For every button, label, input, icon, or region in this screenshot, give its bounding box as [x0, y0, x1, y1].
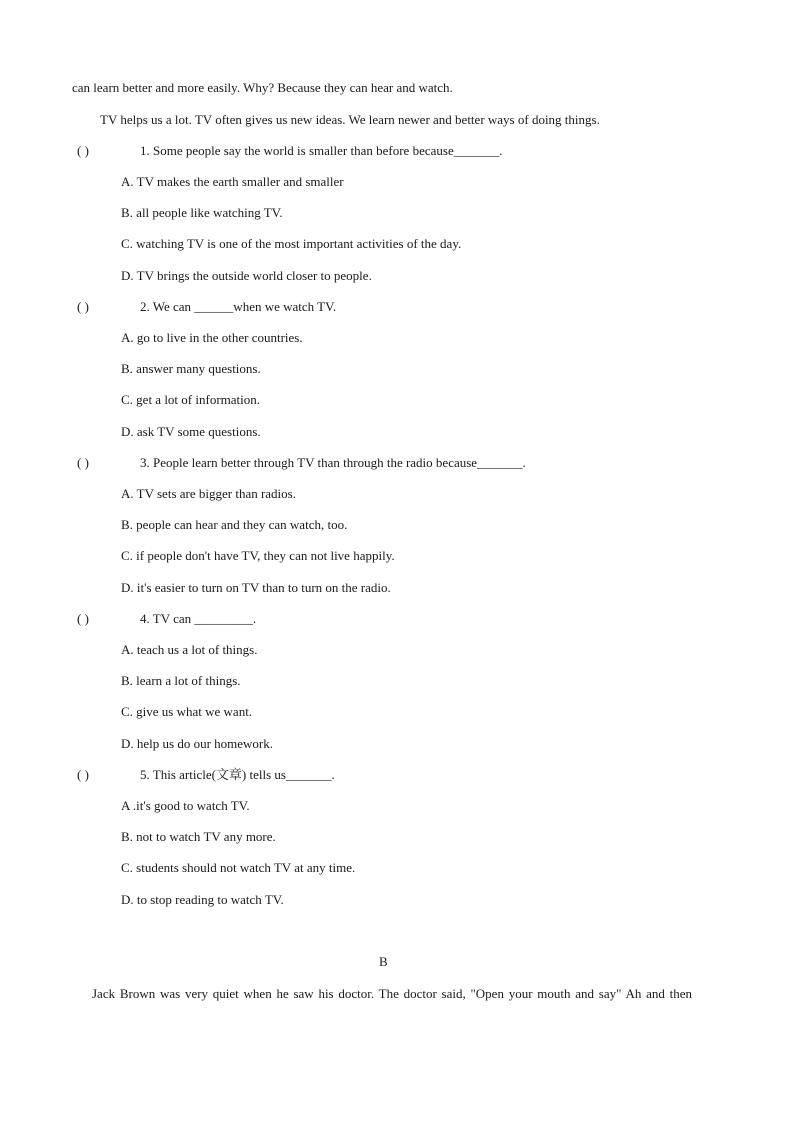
- option-4d: D. help us do our homework.: [121, 736, 274, 751]
- option-5b: B. not to watch TV any more.: [121, 829, 276, 844]
- question-stem: 2. We can ______when we watch TV.: [140, 299, 337, 314]
- answer-blank[interactable]: ( ): [77, 767, 89, 782]
- option-1d: D. TV brings the outside world closer to people.: [121, 268, 372, 283]
- option-5d: D. to stop reading to watch TV.: [121, 892, 284, 907]
- answer-blank[interactable]: ( ): [77, 455, 89, 470]
- option-4a: A. teach us a lot of things.: [121, 642, 258, 657]
- option-3a: A. TV sets are bigger than radios.: [121, 486, 296, 501]
- option-3d: D. it's easier to turn on TV than to turn on the radio.: [121, 580, 391, 595]
- question-stem: 3. People learn better through TV than through the radio because_______.: [140, 455, 526, 470]
- option-5c: C. students should not watch TV at any time.: [121, 860, 356, 875]
- option-4b: B. learn a lot of things.: [121, 673, 241, 688]
- question-4: [77, 610, 256, 628]
- option-3c: C. if people don't have TV, they can not live happily.: [121, 548, 395, 563]
- option-1b: B. all people like watching TV.: [121, 205, 283, 220]
- option-1a: A. TV makes the earth smaller and smaller: [121, 174, 344, 189]
- question-5: [77, 766, 335, 784]
- answer-blank[interactable]: ( ): [77, 611, 89, 626]
- option-2b: B. answer many questions.: [121, 361, 261, 376]
- option-5a: A .it's good to watch TV.: [121, 798, 250, 813]
- section-b-label: B: [379, 954, 388, 969]
- question-stem: 4. TV can _________.: [140, 611, 257, 626]
- question-1: [77, 142, 502, 160]
- question-stem: 5. This article(文章) tells us_______.: [140, 767, 335, 782]
- option-1c: C. watching TV is one of the most important activities of the day.: [121, 236, 462, 251]
- option-2d: D. ask TV some questions.: [121, 424, 261, 439]
- question-3: [77, 454, 526, 472]
- question-stem: 1. Some people say the world is smaller than before because_______.: [140, 143, 503, 158]
- option-2a: A. go to live in the other countries.: [121, 330, 303, 345]
- option-2c: C. get a lot of information.: [121, 392, 261, 407]
- answer-blank[interactable]: ( ): [77, 299, 89, 314]
- answer-blank[interactable]: ( ): [77, 143, 89, 158]
- section-b-passage: Jack Brown was very quiet when he saw his doctor. The doctor said, "Open your mouth and say" Ah and then: [92, 986, 692, 1001]
- option-3b: B. people can hear and they can watch, too.: [121, 517, 348, 532]
- passage-line-1: can learn better and more easily. Why? Because they can hear and watch.: [72, 80, 453, 95]
- question-2: [77, 298, 336, 316]
- passage-line-2: TV helps us a lot. TV often gives us new ideas. We learn newer and better ways of doing things.: [100, 112, 600, 127]
- option-4c: C. give us what we want.: [121, 704, 253, 719]
